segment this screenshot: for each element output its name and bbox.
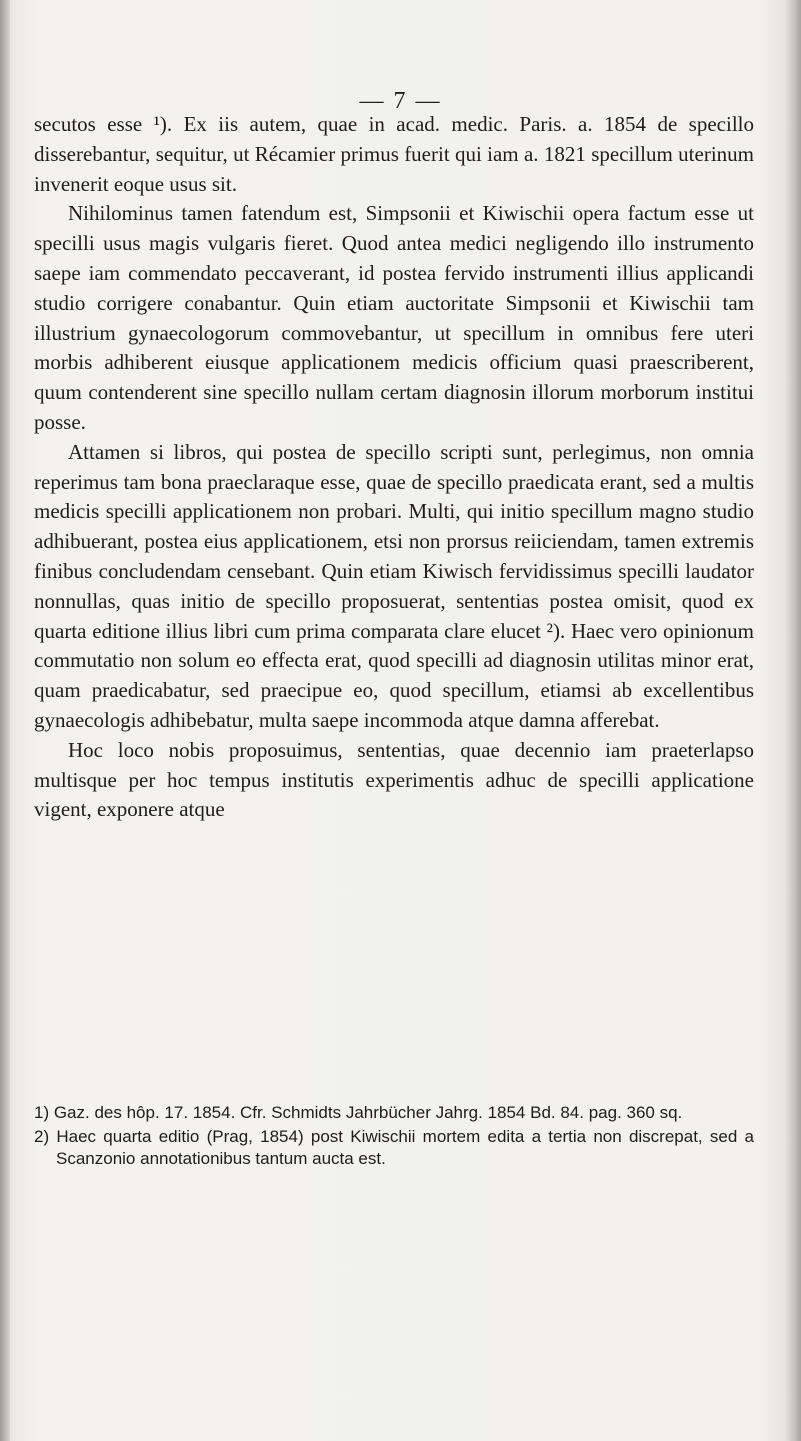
footnote-2: 2) Haec quarta editio (Prag, 1854) post Kiwischii mortem edita a tertia non discrepat, sed a Scanzonio annotationibus tantum aucta est. <box>34 1127 754 1168</box>
body-text <box>34 110 754 825</box>
paragraph-2: Nihilominus tamen fatendum est, Simpsonii et Kiwischii opera factum esse ut specilli usus magis vulgaris fieret. Quod antea medici negligendo illo instrumento saepe iam commendato peccaverant, id postea fervido instrumenti illius applicandi studio corrigere conabantur. Quin etiam auctoritate Simpsonii et Kiwischii tam illustrium gynaecologorum commovebantur, ut specillum in omnibus fere uteri morbis adhiberent eiusque applicationem medicis officium quasi praescriberent, quum contenderent sine specillo nullam certam diagnosin illorum morborum institui posse. <box>34 201 754 434</box>
paragraph-4: Hoc loco nobis proposuimus, sententias, quae decennio iam praeterlapso multisque per hoc tempus institutis experimentis adhuc de specilli applicatione vigent, exponere atque <box>34 737 754 822</box>
footnote-1: 1) Gaz. des hôp. 17. 1854. Cfr. Schmidts Jahrbücher Jahrg. 1854 Bd. 84. pag. 360 sq. <box>34 1103 683 1122</box>
page-number: — 7 — <box>359 88 442 114</box>
paragraph-3: Attamen si libros, qui postea de specillo scripti sunt, perlegimus, non omnia reperimus tam bona praeclaraque esse, quae de specillo praedicata erant, sed a multis medicis specilli applicationem non probari. Multi, qui initio specillum magno studio adhibuerant, postea eius applicationem, etsi non prorsus reiiciendam, tamen extremis finibus concludendam censebant. Quin etiam Kiwisch fervidissimus specilli laudator nonnullas, quas initio de specillo proposuerat, sententias postea omisit, quod ex quarta editione illius libri cum prima comparata clare elucet ²). Haec vero opinionum commutatio non solum eo effecta erat, quod specilli ad diagnosin utilitas minor erat, quam praedicabatur, sed praecipue eo, quod specillum, etiamsi ab excellentibus gynaecologis adhibebatur, multa saepe incommoda atque damna afferebat. <box>34 439 754 732</box>
page-binding-shadow <box>0 0 10 1441</box>
footnotes <box>34 1102 754 1172</box>
page-edge-shadow <box>785 0 801 1441</box>
paragraph-1: secutos esse ¹). Ex iis autem, quae in acad. medic. Paris. a. 1854 de specillo disserebantur, sequitur, ut Récamier primus fuerit qui iam a. 1821 specillum uterinum invenerit eoque usus sit. <box>34 112 754 196</box>
